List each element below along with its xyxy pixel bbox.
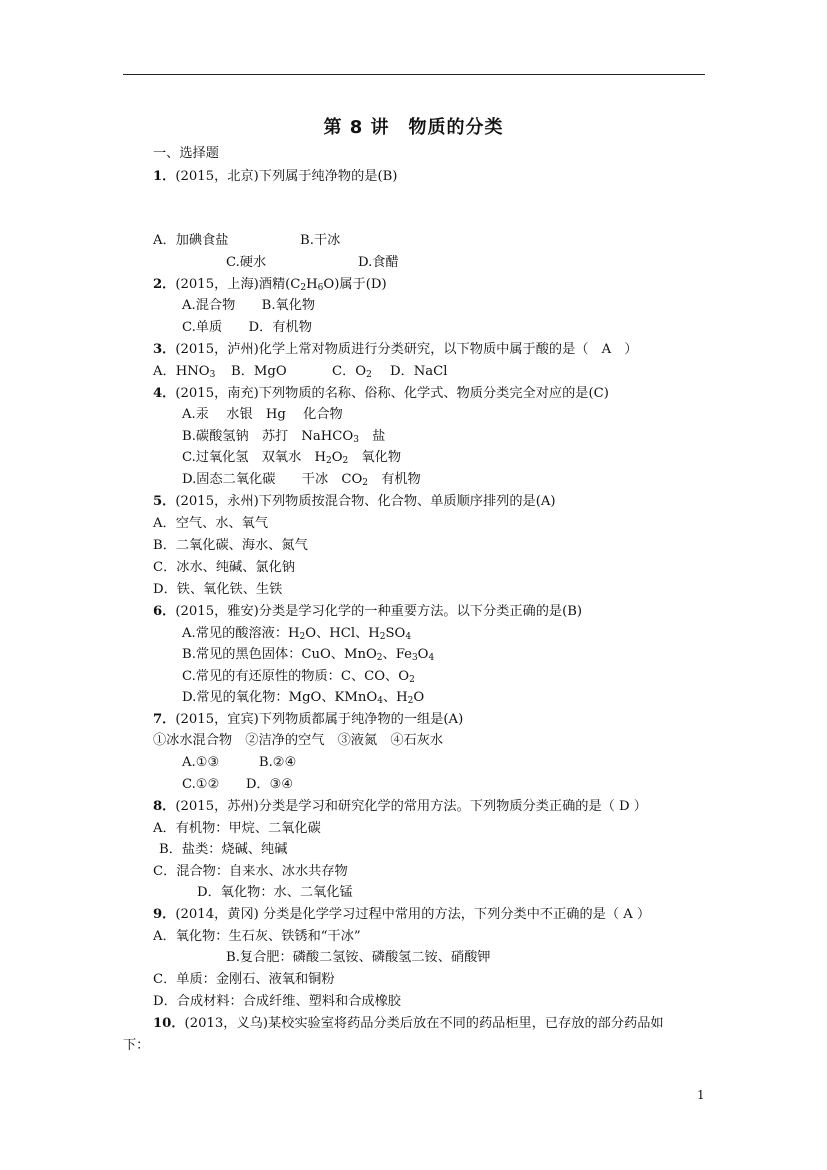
- q8-option-a: A．有机物：甲烷、二氧化碳: [153, 821, 321, 836]
- q4-option-a: A.汞 水银 Hg 化合物: [182, 407, 343, 422]
- q2-options-cd: C.单质 D．有机物: [182, 320, 312, 335]
- question-9: 9．(2014，黄冈) 分类是化学学习过程中常用的方法，下列分类中不正确的是（ A ）: [153, 907, 651, 922]
- q9-option-d: D．合成材料：合成纤维、塑料和合成橡胶: [153, 994, 401, 1009]
- q6-option-a: A.常见的酸溶液：$H_2O$、HCl、$H_2SO_4$: [182, 626, 412, 642]
- section-heading: 一、选择题: [153, 146, 219, 161]
- q7-options-ab: A.①③ B.②④: [182, 755, 297, 770]
- question-10: 10．(2013，义乌)某校实验室将药品分类后放在不同的药品柜里，已存放的部分药品如: [153, 1016, 664, 1031]
- q8-option-d: D．氧化物：水、二氧化锰: [197, 885, 353, 900]
- q1-option-b: B.干冰: [300, 233, 341, 248]
- question-10-continuation: 下：: [123, 1038, 150, 1053]
- question-6: 6．(2015，雅安)分类是学习化学的一种重要方法。以下分类正确的是(B): [153, 604, 583, 619]
- question-5: 5．(2015，永州)下列物质按混合物、化合物、单质顺序排列的是(A): [153, 494, 556, 509]
- q9-option-c: C．单质：金刚石、液氧和铜粉: [153, 972, 335, 987]
- q3-option-b: B．MgO: [231, 364, 287, 379]
- q8-option-c: C．混合物：自来水、冰水共存物: [153, 864, 348, 879]
- question-2: 2．(2015，上海)酒精$(C_2H_6O)$属于(D): [153, 277, 387, 293]
- q5-option-b: B．二氧化碳、海水、氮气: [153, 538, 308, 553]
- header-rule: [123, 74, 705, 75]
- q7-options-cd: C.①② D．③④: [182, 777, 294, 792]
- q3-option-d: D．NaCl: [390, 364, 448, 379]
- q8-option-b: B．盐类：烧碱、纯碱: [159, 842, 288, 857]
- question-1: 1．(2015，北京)下列属于纯净物的是(B): [153, 169, 398, 184]
- q5-option-d: D．铁、氧化铁、生铁: [153, 582, 283, 597]
- q7-items: ①冰水混合物 ②洁净的空气 ③液氮 ④石灰水: [153, 733, 444, 748]
- q9-option-b: B.复合肥：磷酸二氢铵、磷酸氢二铵、硝酸钾: [226, 950, 491, 965]
- question-4: 4．(2015，南充)下列物质的名称、俗称、化学式、物质分类完全对应的是(C): [153, 386, 609, 401]
- q1-option-a: A．加碘食盐: [153, 233, 229, 248]
- q9-option-a: A．氧化物：生石灰、铁锈和“干冰”: [153, 929, 361, 944]
- q5-option-a: A．空气、水、氧气: [153, 516, 269, 531]
- question-7: 7．(2015，宜宾)下列物质都属于纯净物的一组是(A): [153, 712, 464, 727]
- q1-option-c: C.硬水: [226, 255, 267, 270]
- q3-option-a: A．$HNO_3$: [153, 364, 216, 380]
- q4-option-c: C.过氧化氢 双氧水 $H_2O_2$ 氧化物: [182, 450, 402, 466]
- page-title: 第 8 讲 物质的分类: [323, 117, 504, 138]
- q6-option-d: D.常见的氧化物：MgO、KMnO$_4$、$H_2O$: [182, 690, 425, 706]
- q2-options-ab: A.混合物 B.氧化物: [182, 298, 316, 313]
- q6-option-b: B.常见的黑色固体：CuO、MnO$_2$、$Fe_3O_4$: [182, 647, 435, 663]
- q5-option-c: C．冰水、纯碱、氯化钠: [153, 560, 295, 575]
- q3-option-c: C．$O_2$: [332, 364, 372, 380]
- question-8: 8．(2015，苏州)分类是学习和研究化学的常用方法。下列物质分类正确的是（ D ）: [153, 799, 647, 814]
- question-3: 3．(2015，泸州)化学上常对物质进行分类研究，以下物质中属于酸的是（ A ）: [153, 342, 638, 357]
- q4-option-b: B.碳酸氢钠 苏打 NaHCO$_3$ 盐: [182, 429, 386, 445]
- q6-option-c: C.常见的有还原性的物质：C、CO、$O_2$: [182, 669, 415, 685]
- q4-option-d: D.固态二氧化碳 干冰 $CO_2$ 有机物: [182, 472, 421, 488]
- page-number: 1: [697, 1088, 705, 1102]
- q1-option-d: D.食醋: [358, 255, 399, 270]
